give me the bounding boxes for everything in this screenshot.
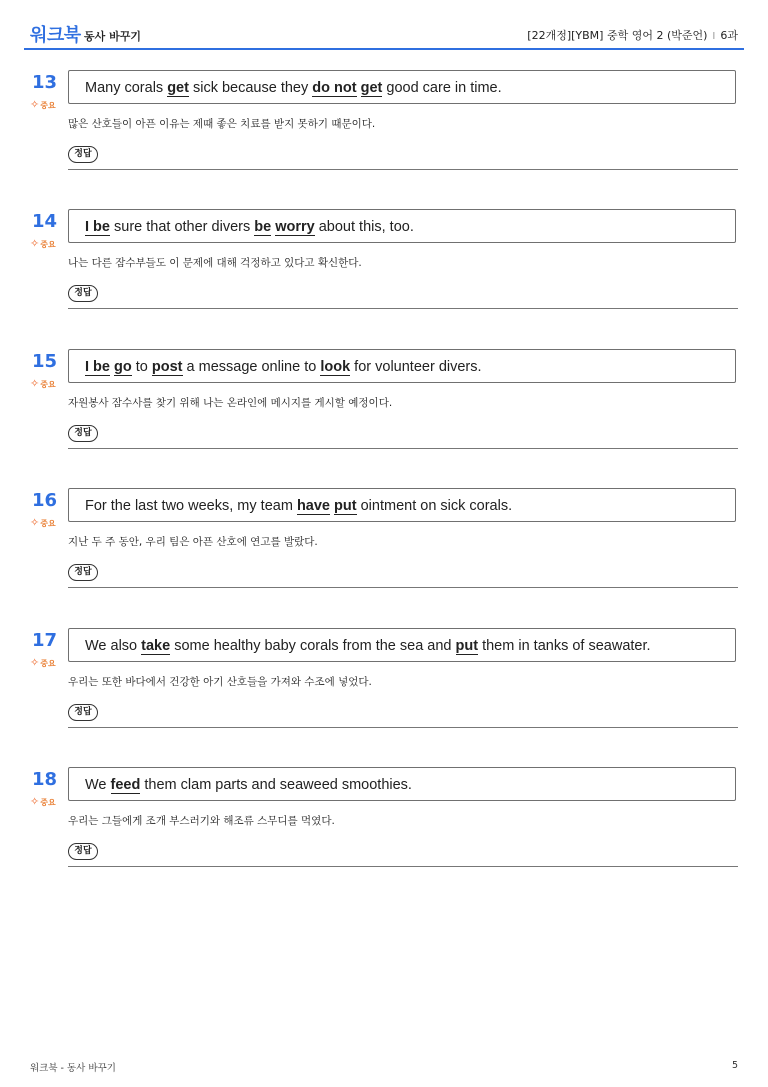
exercise-item (24, 488, 738, 608)
answer-button[interactable]: 정답 (68, 146, 98, 163)
korean-translation: 지난 두 주 동안, 우리 팀은 아픈 산호에 연고를 발랐다. (68, 536, 318, 548)
star-icon: ✧ (30, 377, 40, 390)
sentence-text: Many corals (85, 80, 168, 96)
important-badge (30, 237, 56, 250)
sentence-text: them in tanks of seawater. (478, 638, 651, 654)
exercise-item (24, 628, 738, 748)
star-icon: ✧ (30, 516, 40, 529)
footer-title: 워크북 - 동사 바꾸기 (30, 1063, 116, 1074)
important-badge (30, 795, 56, 808)
sentence-text: some healthy baby corals from the sea and (170, 638, 456, 654)
korean-translation: 자원봉사 잠수사를 찾기 위해 나는 온라인에 메시지를 게시할 예정이다. (68, 397, 393, 409)
answer-button[interactable]: 정답 (68, 704, 98, 721)
star-icon: ✧ (30, 98, 40, 111)
question-number: 16 (32, 490, 58, 511)
important-label: 중요 (40, 519, 56, 528)
verb-to-change: I be (85, 219, 110, 235)
sentence-text: We also (85, 638, 142, 654)
verb-to-change: look (320, 359, 351, 375)
course-info (527, 27, 738, 43)
answer-line (68, 308, 738, 309)
important-label: 중요 (40, 659, 56, 668)
verb-to-change: feed (110, 777, 141, 793)
exercise-item (24, 70, 738, 190)
verb-to-change: have (296, 498, 330, 514)
answer-line (68, 866, 738, 867)
verb-to-change: put (455, 638, 479, 654)
important-label: 중요 (40, 101, 56, 110)
answer-line (68, 587, 738, 588)
important-badge (30, 656, 56, 669)
sentence-text: a message online to (182, 359, 321, 375)
sentence-text: for volunteer divers. (350, 359, 482, 375)
course-title: [22개정][YBM] 중학 영어 2 (박준언) (527, 29, 708, 42)
exercise-item (24, 349, 738, 469)
page-header (24, 18, 744, 50)
important-badge (30, 377, 56, 390)
sentence-text: them clam parts and seaweed smoothies. (140, 777, 412, 793)
important-badge (30, 98, 56, 111)
question-number: 15 (32, 351, 58, 372)
section-title: 동사 바꾸기 (84, 30, 141, 43)
sentence-box (68, 209, 736, 243)
important-badge (30, 516, 56, 529)
answer-button[interactable]: 정답 (68, 285, 98, 302)
verb-to-change: be (254, 219, 272, 235)
header-separator: I (712, 31, 716, 42)
korean-translation: 우리는 또한 바다에서 건강한 아기 산호들을 가져와 수조에 넣었다. (68, 676, 372, 688)
answer-line (68, 448, 738, 449)
verb-to-change: put (334, 498, 357, 514)
verb-to-change: post (151, 359, 183, 375)
question-number: 13 (32, 72, 58, 93)
question-number: 14 (32, 211, 58, 232)
important-label: 중요 (40, 798, 56, 807)
sentence-text: We (85, 777, 111, 793)
verb-to-change: go (114, 359, 132, 375)
answer-button[interactable]: 정답 (68, 843, 98, 860)
sentence-text: about this, too. (314, 219, 414, 235)
important-label: 중요 (40, 240, 56, 249)
sentence-text: For the last two weeks, my team (85, 498, 297, 514)
sentence-box (68, 767, 736, 801)
important-label: 중요 (40, 380, 56, 389)
star-icon: ✧ (30, 656, 40, 669)
star-icon: ✧ (30, 795, 40, 808)
verb-to-change: worry (275, 219, 315, 235)
answer-button[interactable]: 정답 (68, 425, 98, 442)
question-number: 18 (32, 769, 58, 790)
star-icon: ✧ (30, 237, 40, 250)
question-number: 17 (32, 630, 58, 651)
exercise-item (24, 767, 738, 887)
sentence-text: sure that other divers (109, 219, 255, 235)
brand-title: 워크북 (30, 25, 81, 46)
sentence-text: ointment on sick corals. (356, 498, 513, 514)
answer-button[interactable]: 정답 (68, 564, 98, 581)
sentence-box (68, 628, 736, 662)
page-number: 5 (731, 1060, 738, 1071)
verb-to-change: I be (85, 359, 110, 375)
verb-to-change: do not (312, 80, 357, 96)
sentence-box (68, 349, 736, 383)
sentence-text (357, 80, 361, 96)
sentence-text: good care in time. (382, 80, 502, 96)
sentence-text: to (131, 359, 152, 375)
verb-to-change: get (360, 80, 383, 96)
sentence-box (68, 70, 736, 104)
exercise-item (24, 209, 738, 329)
verb-to-change: get (167, 80, 189, 96)
korean-translation: 나는 다른 잠수부들도 이 문제에 대해 걱정하고 있다고 확신한다. (68, 257, 362, 269)
lesson-label: 6과 (720, 29, 738, 42)
korean-translation: 우리는 그들에게 조개 부스러기와 해조류 스무디를 먹였다. (68, 815, 335, 827)
answer-line (68, 727, 738, 728)
sentence-text: sick because they (188, 80, 313, 96)
sentence-box (68, 488, 736, 522)
verb-to-change: take (141, 638, 171, 654)
korean-translation: 많은 산호들이 아픈 이유는 제때 좋은 치료를 받지 못하기 때문이다. (68, 118, 376, 130)
answer-line (68, 169, 738, 170)
